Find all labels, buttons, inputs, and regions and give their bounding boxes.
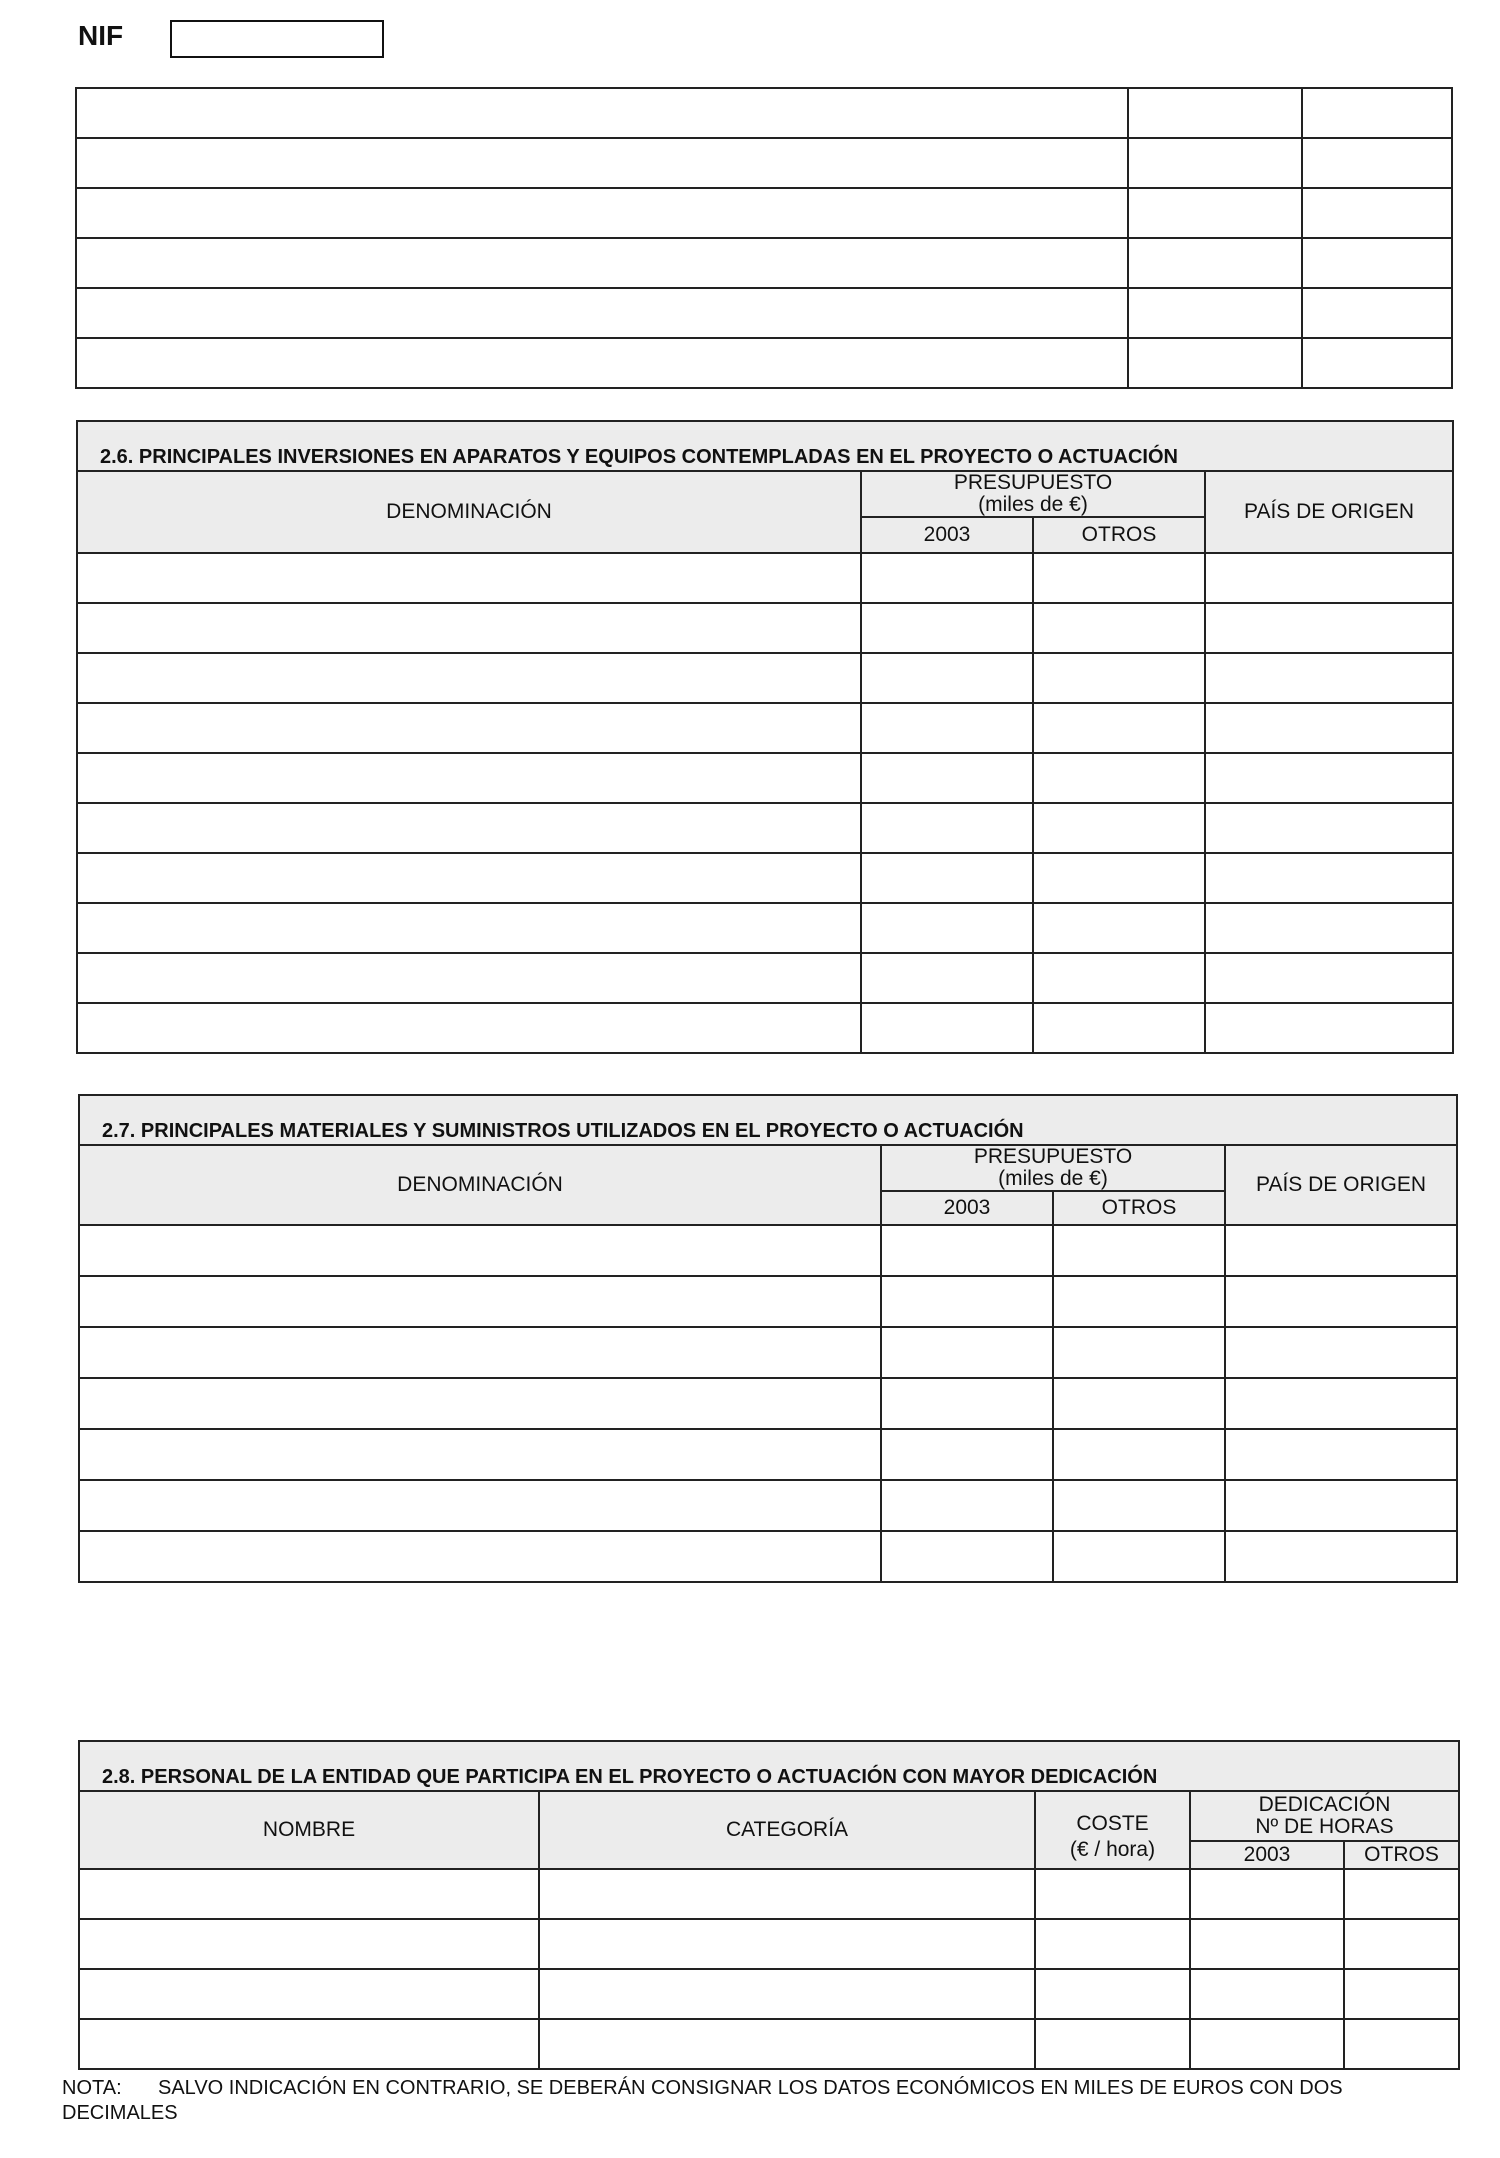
section-2-6-row (77, 853, 1453, 903)
section-2-6-input-cell[interactable] (77, 803, 861, 853)
section-2-7-title: 2.7. PRINCIPALES MATERIALES Y SUMINISTROS UTILIZADOS EN EL PROYECTO O ACTUACIÓN (79, 1095, 1457, 1145)
top-table-input-cell[interactable] (1302, 288, 1452, 338)
section-2-6-input-cell[interactable] (77, 603, 861, 653)
section-2-6-input-cell[interactable] (861, 1003, 1033, 1053)
top-table-input-cell[interactable] (1302, 238, 1452, 288)
section-2-6-row (77, 753, 1453, 803)
top-table-input-cell[interactable] (76, 338, 1128, 388)
section-2-7-input-cell[interactable] (1053, 1276, 1225, 1327)
section-2-7-body (79, 1225, 1457, 1582)
col-2003: 2003 (881, 1191, 1053, 1225)
top-table-input-cell[interactable] (1128, 238, 1302, 288)
section-2-8-input-cell[interactable] (79, 2019, 539, 2069)
section-2-6-row (77, 603, 1453, 653)
col-denominacion: DENOMINACIÓN (77, 471, 861, 553)
top-table-row (76, 138, 1452, 188)
nif-label: NIF (78, 20, 124, 51)
section-2-7-input-cell[interactable] (881, 1327, 1053, 1378)
section-2-6-input-cell[interactable] (861, 603, 1033, 653)
col-otros: OTROS (1053, 1191, 1225, 1225)
footnote-label: NOTA: (62, 2077, 122, 2099)
section-2-7-input-cell[interactable] (1225, 1225, 1457, 1276)
section-2-6-input-cell[interactable] (77, 903, 861, 953)
section-2-6-input-cell[interactable] (861, 703, 1033, 753)
section-2-7-input-cell[interactable] (1053, 1480, 1225, 1531)
top-table-input-cell[interactable] (76, 138, 1128, 188)
col-2003: 2003 (861, 517, 1033, 553)
section-2-6-input-cell[interactable] (77, 653, 861, 703)
col-coste-label: COSTE (1076, 1811, 1149, 1835)
section-2-7-input-cell[interactable] (1225, 1327, 1457, 1378)
section-2-7-input-cell[interactable] (79, 1327, 881, 1378)
section-2-6-input-cell[interactable] (861, 753, 1033, 803)
footnote (62, 2076, 1452, 2126)
section-2-8-input-cell[interactable] (1035, 1869, 1190, 1919)
section-2-8-input-cell[interactable] (79, 1869, 539, 1919)
footnote-text: SALVO INDICACIÓN EN CONTRARIO, SE DEBERÁN CONSIGNAR LOS DATOS ECONÓMICOS EN MILES DE EUROS CON DOS DECIMALES (62, 2077, 1343, 2124)
section-2-6-input-cell[interactable] (1033, 653, 1205, 703)
section-2-8-input-cell[interactable] (1344, 1919, 1459, 1969)
section-2-7-input-cell[interactable] (881, 1480, 1053, 1531)
col-coste (1035, 1791, 1190, 1869)
section-2-6-input-cell[interactable] (77, 953, 861, 1003)
section-2-6-input-cell[interactable] (1033, 853, 1205, 903)
col-horas-label: Nº DE HORAS (1255, 1815, 1394, 1838)
section-2-8-row (79, 1969, 1459, 2019)
section-2-6-row (77, 553, 1453, 603)
section-2-6-table (76, 420, 1454, 1054)
section-2-8-input-cell[interactable] (1344, 1969, 1459, 2019)
section-2-6-row (77, 953, 1453, 1003)
section-2-8-input-cell[interactable] (79, 1919, 539, 1969)
top-table-input-cell[interactable] (76, 88, 1128, 138)
section-2-6-input-cell[interactable] (1205, 653, 1453, 703)
top-table-input-cell[interactable] (76, 288, 1128, 338)
section-2-6-input-cell[interactable] (1033, 753, 1205, 803)
top-table-body (76, 88, 1452, 388)
section-2-7-input-cell[interactable] (1053, 1531, 1225, 1582)
col-presupuesto (881, 1145, 1225, 1191)
top-table-row (76, 188, 1452, 238)
section-2-6-input-cell[interactable] (861, 853, 1033, 903)
section-2-6-input-cell[interactable] (77, 753, 861, 803)
section-2-6-row (77, 903, 1453, 953)
top-table-input-cell[interactable] (1128, 88, 1302, 138)
top-table-row (76, 288, 1452, 338)
top-table-input-cell[interactable] (1302, 188, 1452, 238)
section-2-6-input-cell[interactable] (1033, 553, 1205, 603)
section-2-6-title: 2.6. PRINCIPALES INVERSIONES EN APARATOS Y EQUIPOS CONTEMPLADAS EN EL PROYECTO O ACTUACIÓN (77, 421, 1453, 471)
section-2-6-row (77, 1003, 1453, 1053)
section-2-6-input-cell[interactable] (1205, 953, 1453, 1003)
section-2-6-input-cell[interactable] (1033, 953, 1205, 1003)
top-table-row (76, 338, 1452, 388)
section-2-8-input-cell[interactable] (539, 2019, 1035, 2069)
col-presupuesto (861, 471, 1205, 517)
section-2-8-input-cell[interactable] (1035, 2019, 1190, 2069)
section-2-7-input-cell[interactable] (881, 1276, 1053, 1327)
nif-input[interactable] (170, 20, 384, 58)
col-dedicacion (1190, 1791, 1459, 1841)
section-2-6-input-cell[interactable] (1205, 703, 1453, 753)
section-2-6-input-cell[interactable] (77, 853, 861, 903)
section-2-6-input-cell[interactable] (77, 703, 861, 753)
section-2-6-input-cell[interactable] (1033, 603, 1205, 653)
section-2-6-body (77, 553, 1453, 1053)
section-2-6-input-cell[interactable] (1033, 903, 1205, 953)
section-2-7-input-cell[interactable] (79, 1378, 881, 1429)
section-2-7-row (79, 1378, 1457, 1429)
top-table-input-cell[interactable] (1302, 338, 1452, 388)
section-2-8-input-cell[interactable] (1190, 1869, 1344, 1919)
section-2-7-input-cell[interactable] (79, 1429, 881, 1480)
section-2-7-input-cell[interactable] (1225, 1378, 1457, 1429)
section-2-8-row (79, 2019, 1459, 2069)
top-table (75, 87, 1453, 389)
section-2-6-input-cell[interactable] (77, 1003, 861, 1053)
section-2-7-row (79, 1276, 1457, 1327)
top-table-input-cell[interactable] (1302, 88, 1452, 138)
col-presupuesto-unit: (miles de €) (978, 493, 1088, 517)
section-2-8-input-cell[interactable] (1344, 1869, 1459, 1919)
section-2-8-row (79, 1919, 1459, 1969)
section-2-6-input-cell[interactable] (1205, 1003, 1453, 1053)
section-2-7-input-cell[interactable] (79, 1531, 881, 1582)
top-table-input-cell[interactable] (1302, 138, 1452, 188)
section-2-6-input-cell[interactable] (861, 653, 1033, 703)
section-2-6-input-cell[interactable] (1205, 603, 1453, 653)
section-2-6-row (77, 653, 1453, 703)
section-2-6-input-cell[interactable] (861, 953, 1033, 1003)
section-2-6-input-cell[interactable] (1205, 803, 1453, 853)
section-2-7-input-cell[interactable] (1225, 1429, 1457, 1480)
section-2-7-input-cell[interactable] (1225, 1531, 1457, 1582)
section-2-7-row (79, 1327, 1457, 1378)
section-2-8-input-cell[interactable] (539, 1869, 1035, 1919)
section-2-7-input-cell[interactable] (79, 1276, 881, 1327)
section-2-7-input-cell[interactable] (1225, 1480, 1457, 1531)
section-2-7-input-cell[interactable] (881, 1378, 1053, 1429)
section-2-8-input-cell[interactable] (1035, 1919, 1190, 1969)
section-2-7-input-cell[interactable] (79, 1225, 881, 1276)
section-2-8-title: 2.8. PERSONAL DE LA ENTIDAD QUE PARTICIPA EN EL PROYECTO O ACTUACIÓN CON MAYOR DEDICACIÓN (79, 1741, 1459, 1791)
col-nombre: NOMBRE (79, 1791, 539, 1869)
section-2-7-row (79, 1531, 1457, 1582)
section-2-7-input-cell[interactable] (881, 1429, 1053, 1480)
section-2-7-row (79, 1429, 1457, 1480)
section-2-6-input-cell[interactable] (1033, 703, 1205, 753)
section-2-6-row (77, 703, 1453, 753)
section-2-8-body (79, 1869, 1459, 2069)
section-2-7-row (79, 1480, 1457, 1531)
section-2-8-input-cell[interactable] (1190, 1969, 1344, 2019)
section-2-6-input-cell[interactable] (1205, 853, 1453, 903)
col-otros: OTROS (1344, 1841, 1459, 1869)
top-table-row (76, 88, 1452, 138)
section-2-6-row (77, 803, 1453, 853)
col-coste-unit: (€ / hora) (1069, 1838, 1156, 1861)
col-2003: 2003 (1190, 1841, 1344, 1869)
col-otros: OTROS (1033, 517, 1205, 553)
section-2-8-input-cell[interactable] (1190, 2019, 1344, 2069)
section-2-8-input-cell[interactable] (539, 1969, 1035, 2019)
section-2-7-input-cell[interactable] (1053, 1429, 1225, 1480)
col-pais-origen: PAÍS DE ORIGEN (1225, 1145, 1457, 1225)
section-2-8-input-cell[interactable] (1035, 1969, 1190, 2019)
section-2-7-input-cell[interactable] (1053, 1327, 1225, 1378)
section-2-8-input-cell[interactable] (1344, 2019, 1459, 2069)
col-dedicacion-label: DEDICACIÓN (1258, 1792, 1391, 1816)
section-2-7-input-cell[interactable] (79, 1480, 881, 1531)
section-2-8-table (78, 1740, 1460, 2070)
section-2-6-input-cell[interactable] (861, 903, 1033, 953)
section-2-6-input-cell[interactable] (1205, 553, 1453, 603)
section-2-6-input-cell[interactable] (1033, 803, 1205, 853)
top-table-input-cell[interactable] (1128, 288, 1302, 338)
section-2-6-input-cell[interactable] (1205, 753, 1453, 803)
section-2-7-input-cell[interactable] (1225, 1276, 1457, 1327)
col-presupuesto-label: PRESUPUESTO (973, 1145, 1133, 1168)
top-table-input-cell[interactable] (1128, 188, 1302, 238)
section-2-6-input-cell[interactable] (1205, 903, 1453, 953)
col-denominacion: DENOMINACIÓN (79, 1145, 881, 1225)
section-2-7-input-cell[interactable] (1053, 1378, 1225, 1429)
section-2-6-input-cell[interactable] (77, 553, 861, 603)
section-2-8-input-cell[interactable] (1190, 1919, 1344, 1969)
col-presupuesto-unit: (miles de €) (998, 1167, 1108, 1191)
section-2-6-input-cell[interactable] (861, 553, 1033, 603)
top-table-input-cell[interactable] (1128, 338, 1302, 388)
top-table-row (76, 238, 1452, 288)
section-2-7-input-cell[interactable] (881, 1531, 1053, 1582)
top-table-input-cell[interactable] (1128, 138, 1302, 188)
section-2-8-row (79, 1869, 1459, 1919)
section-2-7-row (79, 1225, 1457, 1276)
section-2-7-table (78, 1094, 1458, 1583)
col-categoria: CATEGORÍA (539, 1791, 1035, 1869)
section-2-7-input-cell[interactable] (1053, 1225, 1225, 1276)
section-2-6-input-cell[interactable] (861, 803, 1033, 853)
section-2-7-input-cell[interactable] (881, 1225, 1053, 1276)
section-2-8-input-cell[interactable] (539, 1919, 1035, 1969)
top-table-input-cell[interactable] (76, 188, 1128, 238)
section-2-6-input-cell[interactable] (1033, 1003, 1205, 1053)
col-presupuesto-label: PRESUPUESTO (953, 471, 1113, 494)
section-2-8-input-cell[interactable] (79, 1969, 539, 2019)
top-table-input-cell[interactable] (76, 238, 1128, 288)
col-pais-origen: PAÍS DE ORIGEN (1205, 471, 1453, 553)
